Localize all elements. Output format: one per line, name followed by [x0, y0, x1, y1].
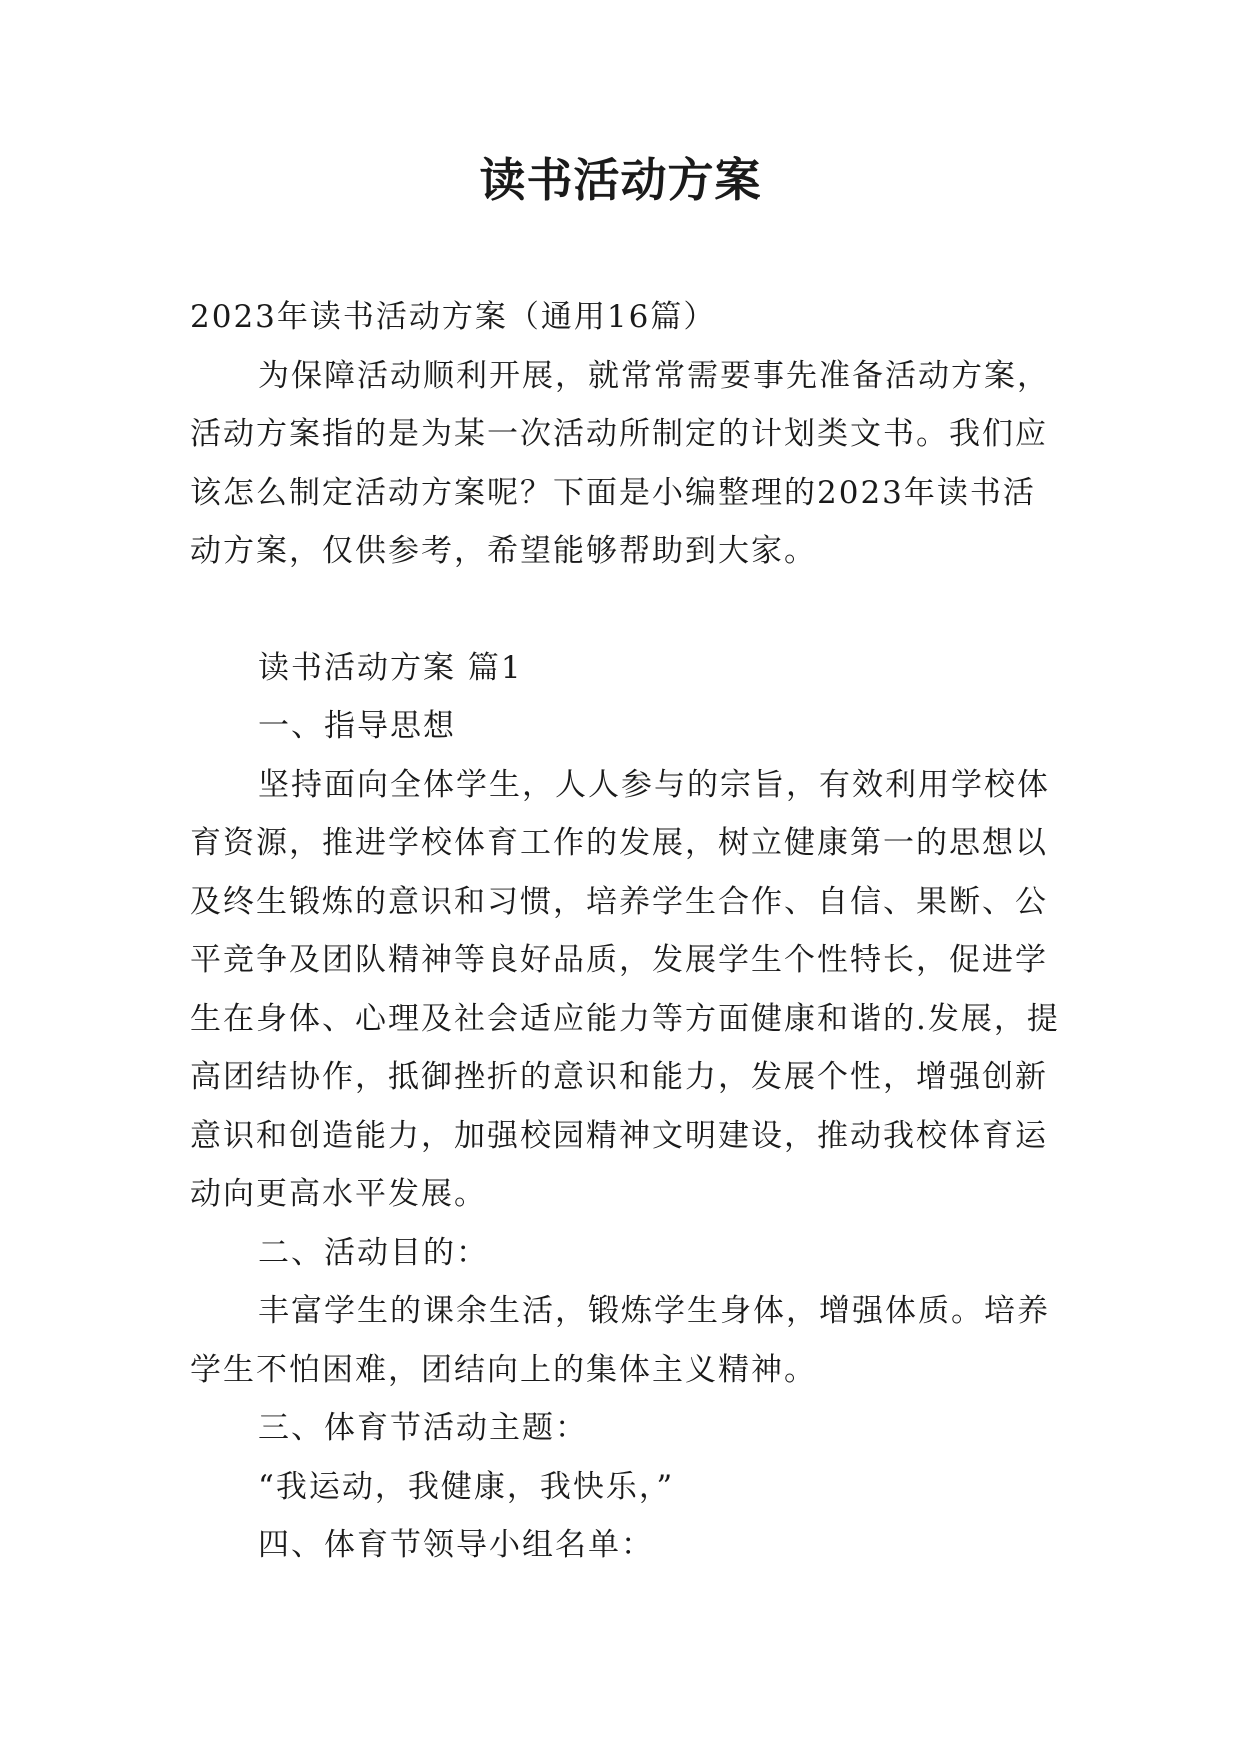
- paragraph-guiding-thought: 坚持面向全体学生，人人参与的宗旨，有效利用学校体育资源，推进学校体育工作的发展，树立健康第一的思想以及终生锻炼的意识和习惯，培养学生合作、自信、果断、公平竞争及团队精神等良好品质，发展学生个性特长，促进学生在身体、心理及社会适应能力等方面健康和谐的.发展，提高团结协作，抵御挫折的意识和能力，发展个性，增强创新意识和创造能力，加强校园精神文明建设，推动我校体育运动向更高水平发展。: [190, 766, 1060, 1212]
- paragraph-activity-purpose: 丰富学生的课余生活，锻炼学生身体，增强体质。培养学生不怕困难，团结向上的集体主义精神。: [190, 1293, 1050, 1388]
- heading-activity-purpose: 二、活动目的：: [258, 1234, 489, 1271]
- document-subtitle: 2023年读书活动方案（通用16篇）: [190, 299, 717, 335]
- document-body: [190, 288, 1060, 1575]
- heading-leadership-group: 四、体育节领导小组名单：: [258, 1527, 654, 1563]
- intro-paragraph: 为保障活动顺利开展，就常常需要事先准备活动方案，活动方案指的是为某一次活动所制定的计划类文书。我们应该怎么制定活动方案呢？下面是小编整理的2023年读书活动方案，仅供参考，希望能够帮助到大家。: [190, 357, 1050, 569]
- document-title: 读书活动方案: [479, 153, 762, 207]
- paragraph-spacer: [190, 581, 1060, 639]
- slogan-text: “我运动，我健康，我快乐，”: [258, 1468, 675, 1505]
- heading-guiding-thought: 一、指导思想: [258, 708, 456, 744]
- section-heading: 读书活动方案 篇1: [258, 649, 523, 686]
- heading-activity-theme: 三、体育节活动主题：: [258, 1410, 588, 1446]
